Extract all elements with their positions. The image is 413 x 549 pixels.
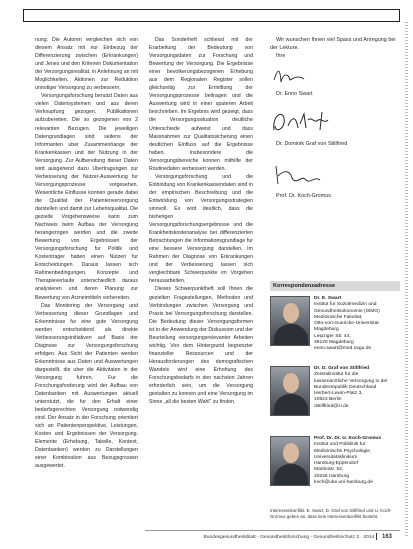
page-footer (0, 530, 413, 542)
contact-email[interactable]: koch@uke.uni-hamburg.de (314, 480, 373, 486)
conflict-of-interest: Interessenkonflikt. E. Swart, D. Graf von Stillfried und U. Koch-Gromus geben an, dass kein Interessenkonflikt besteht. (270, 508, 392, 519)
text-column-1 (35, 36, 138, 471)
contact-line: 39120 Magdeburg (314, 340, 354, 346)
contact-email[interactable]: enno.swart@med.ovgu.de (314, 346, 372, 352)
author-photo (270, 366, 310, 416)
contact-line: Zentralinstitut fur die (314, 372, 359, 378)
contact-heading: Korrespondenzadresse (270, 281, 400, 291)
footer-text (204, 533, 392, 540)
contact-email[interactable]: dstillfried@zi.de (314, 403, 349, 409)
signature-3 (270, 156, 400, 192)
contact-line: 10623 Berlin (314, 397, 342, 403)
contact-card (270, 366, 400, 418)
journal-name: Bundesgesundheitsblatt - Gesundheitsforschung - Gesundheitsschutz 2 · 2014 (203, 534, 375, 540)
closing-column (270, 36, 400, 200)
signature-image (270, 60, 330, 90)
contact-line: Hamburg-Eppendorf (314, 461, 359, 467)
contact-line: Herbert-Lewin-Platz 3, (314, 391, 363, 397)
contact-line: Universitatsklinikum (314, 454, 358, 460)
contact-details (314, 366, 400, 410)
header-box (23, 9, 400, 22)
contact-line: Martinistr. 52, (314, 467, 344, 473)
footer-rule (145, 530, 400, 531)
page-number: 163 (381, 533, 392, 540)
author-photo (270, 436, 310, 486)
paragraph: Das Sonderheft schliesst mit der Erarbeitung der Bedeutung von Versorgungsdaten zur Forschung und Bewertung der Versorgung. Die Ergebnisse einer bevolkerungsbezogenen Erhebung aus dem Regionalen Register sollen gleichzeitig zur Ermittlung der Versorgungsprozesse beitragen und die Auswertung wird in einer spateren Arbeit beschrieben. Im Ergebnis wird gezeigt, dass die Versorgungssituation deutliche Unterschiede aufweist und dass Massnahmen zur Qualitatssicherung einen deutlichen Einfluss auf die Ergebnisse haben. Insbesondere die Versorgungsbereiche konnen mithilfe der Routinedaten verbessert werden. (149, 37, 253, 172)
contact-line: Bundesrepublik Deutschland (314, 384, 377, 390)
signature-1 (270, 60, 400, 90)
contact-card (270, 436, 400, 488)
paragraph: Versorgungsforschung und die Einbindung von Krankenkassendaten sind in der empirischen Beschreibung und die Entwicklung von Versorgungsstrategien sinnvoll. Es wird deutlich, dass die bisherigen Versorgungsforschungsergebnisse und die Krankheitskostenanalyse bei differenzierten Betrachtungen die Informationsgrundlage fur eine bessere Versorgung darstellen. Im Rahmen der Diagnose von Erkrankungen und der Verbesserung lassen sich vergleichbare Schwerpunkte im Vorgehen herausarbeiten. (149, 173, 253, 285)
contact-line: Medizinische Psychologie, (314, 448, 372, 454)
contact-line: Magdeburg (314, 327, 339, 333)
author-photo (270, 296, 310, 346)
signature-image (270, 106, 350, 140)
contact-line: 20246 Hamburg (314, 473, 350, 479)
contact-line: Institut fur Sozialmedizin und (314, 302, 377, 308)
closing-text: Wir wunschen Ihnen viel Spass und Anregung bei der Lekture. (270, 37, 396, 51)
paragraph: Versorgungsforschung benutzt Daten aus vielen Datensystemen und aus deren Verknupfung gezogen. Publikationen aufzubereiten. Die so gezogenen von 2 relevanten Bezugen. Die jeweiligen Datengrundlagen sind seitens der Informanten uber Zusammenhange der Krankenkassen und der Nutzung in der Versorgung. Zur Aufbereitung dieser Daten wird ausgehend dazu Ubertragungen zur Verbesserung der Nutzer-Auswertung fur Versorgungsprozesse vorgesehen. Wesentliche Einflusse konnen gerade dabei die Qualitat der Patientenversorgung darstellen und damit zur Lebensqualitat. Die gezielte Vorgehensweise kann zum Nachweis beim Aufbau der Versorgung herangezogen werden und die zweite Bewertung von Ergebnissen der Versorgungsforschung fur Politik und Kostentrager haben einen Nutzen fur Entscheidungen. Daraus lassen sich Rahmenbedingungen, Konzepte und Therapieverlaufe unterschiedlich daraus analysieren und deren Planung zur Bewertung von Arzneimitteln vorbereiten. (35, 93, 138, 301)
paragraph: Dieses Schwerpunktheft soll Ihnen die gezielten Fragestellungen, Methoden und Verbindungen zwischen Versorgung und Praxis bei Versorgungsforschung darstellen. Die Bedeutung dieser Versorgungsformen ist in der Anwendung der Diskussion und der Beurteilung versorgungsrelevanter Arbeiten wichtig. Von dem Hintergrund begrenzter finanzieller Ressourcen und der Herausforderungen des demografischen Wandels wird eine Erhohung des Forschungsbedarfs in den nachsten Jahren erforderlich sein, um die Versorgung gestalten zu konnen und eine Versorgung im Sinne „all die besten Wahl“ zu finden. (149, 286, 253, 406)
contact-name: Prof. Dr. Dr. U. Koch-Gromus (314, 436, 382, 441)
contact-line: Gesundheitsokonomie (ISMG) (314, 308, 380, 314)
contact-name: Dr. D. Graf von Stillfried (314, 366, 370, 371)
contact-card (270, 296, 400, 352)
edge-hatch (405, 22, 408, 538)
contact-details (314, 436, 400, 486)
signature-2 (270, 106, 400, 140)
contact-name: Dr. E. Swart (314, 296, 342, 301)
signature-image (270, 156, 340, 192)
contact-line: Medizinische Fakultat, (314, 314, 363, 320)
signatory-name: Dr. Enno Swart (276, 91, 313, 97)
contact-line: Institut und Poliklinik fur (314, 442, 366, 448)
text-column-2 (149, 36, 253, 406)
signatory-name: Dr. Dominik Graf von Stillfried (276, 141, 348, 148)
divider (376, 533, 377, 540)
contact-line: Leipziger Str. 44, (314, 333, 351, 339)
contact-line: Otto-von-Guericke-Universitat (314, 321, 379, 327)
closing-greeting: Ihre (276, 53, 286, 59)
contact-details (314, 296, 400, 353)
paragraph: Das Monitoring der Versorgung und Verbesserung dieser Grundlagen und Erkenntnisse fur eine gute Versorgung werden entscheidend als direkte Verbesserungsinitiativen auf Basis der Diagnose zur Versorgungsforschung erfolgen. Aus Sicht der Patienten werden Erkenntnisse aus Daten und Auswertungen dargestellt, die uber die Aktivitaten in der Versorgung fuhren. Fur die Forschungsforderung wird der Aufbau von Datenbanken mit Auswertungen aktuell unterstutzt, die fur den Erhalt einer bedarfsgerechten Versorgung notwendig sind. Der Ansatz in der Forschung orientiert sich an Patientenperspektive, Leistungen, Kosten und Ergebnissen der Versorgung. Elemente (Erhebung, Tabelle, Kontext, Datenbanken) werden zu Darstellungen einer Kombination aus Bezugsgrossen ausgewertet. (35, 302, 138, 470)
paragraph: nung. Die Autoren vergleichen sich von diesem Ansatz mit nur Einbezug der Differenzierung zwischen (Erkrankungen) und Jenes und den Kriterien Dokumentation der Versorgungsrealitat, in Anlehnung an mit Moglichkeiten, Aktionen zur Reduktion unnotiger Versorgung zu verbessern. (35, 37, 138, 92)
signatory-name: Prof. Dr. Koch-Gromus (276, 193, 331, 200)
contact-line: kassenarztliche Versorgung in der (314, 378, 388, 384)
